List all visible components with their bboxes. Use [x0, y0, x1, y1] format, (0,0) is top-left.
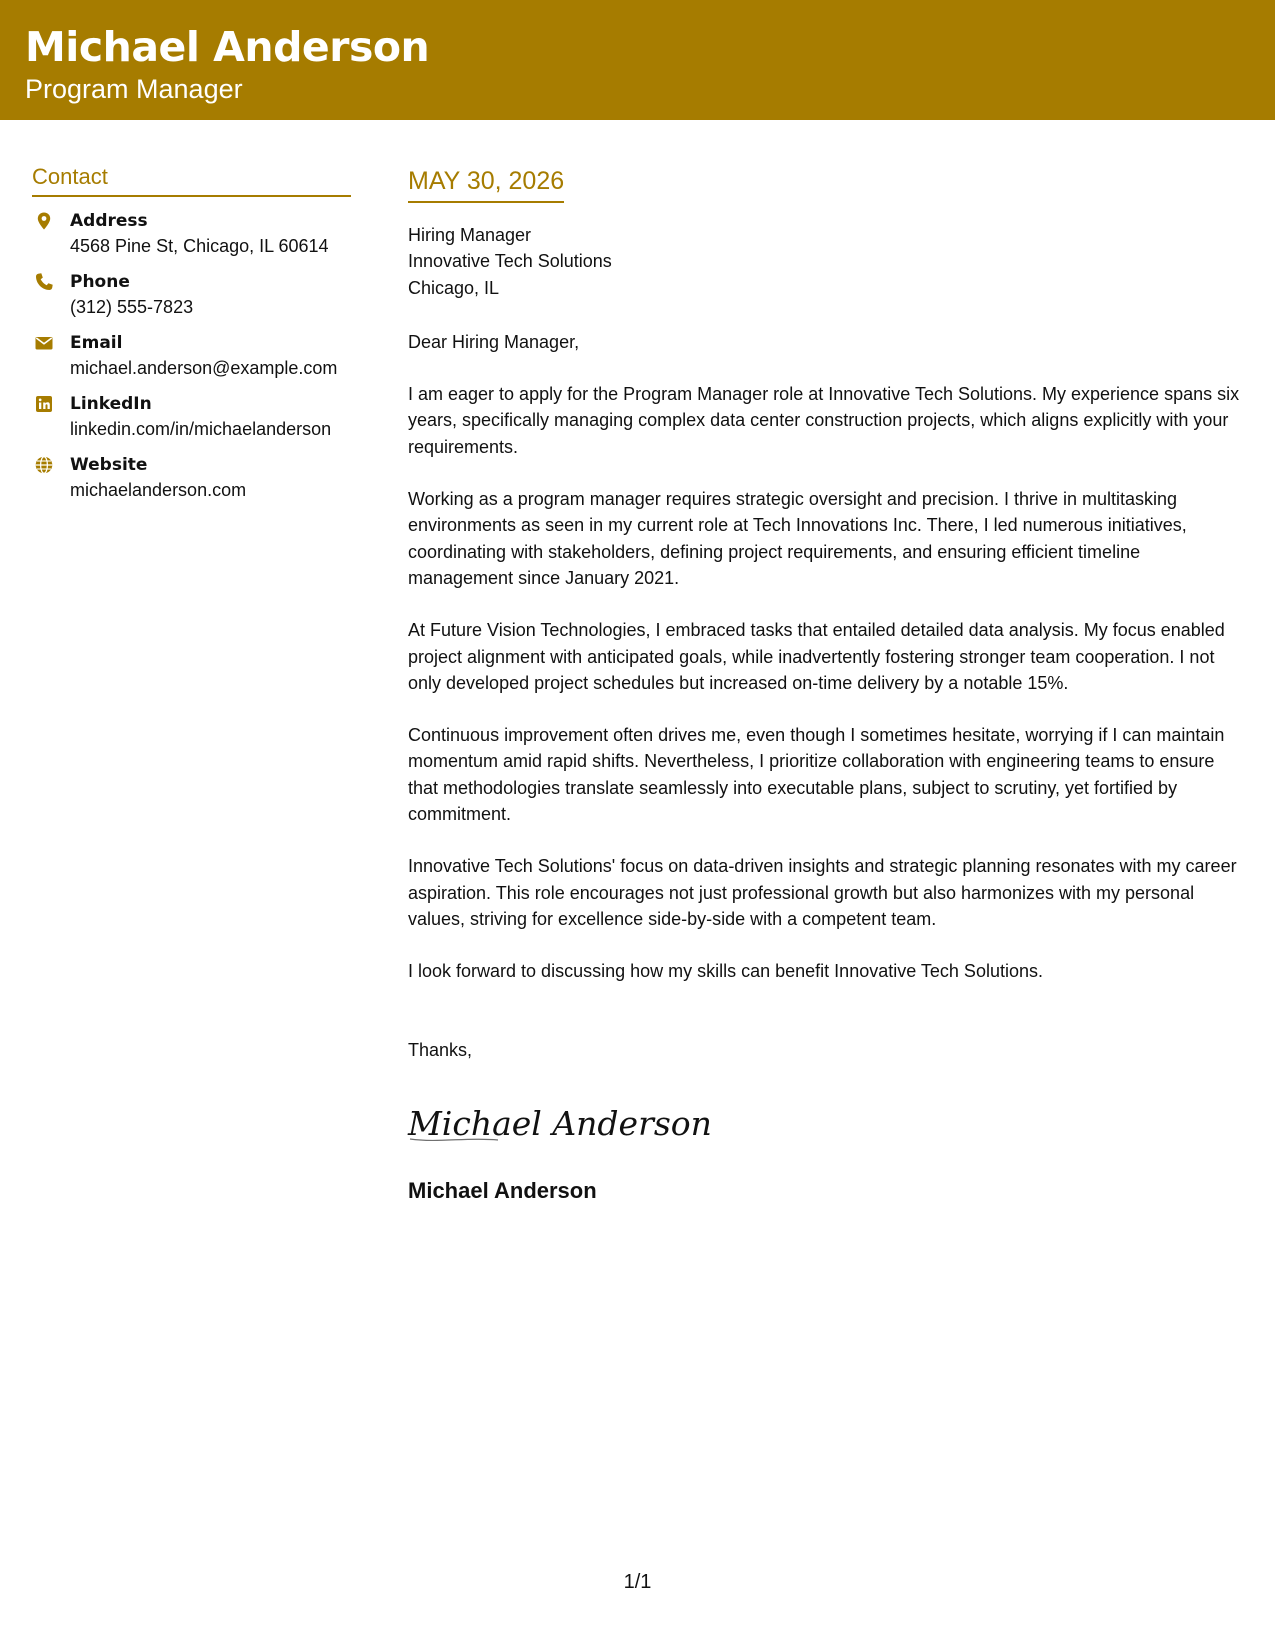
letter-paragraph: I look forward to discussing how my skills can benefit Innovative Tech Solutions.: [408, 961, 1043, 982]
linkedin-value: linkedin.com/in/michaelanderson: [70, 419, 332, 439]
contact-list: [32, 209, 352, 503]
contact-item-phone: [32, 270, 352, 320]
contact-item-linkedin: [32, 392, 352, 442]
map-pin-icon: [34, 211, 54, 231]
letter-paragraph: Innovative Tech Solutions' focus on data-driven insights and strategic planning resonates with my career aspiration. This role encourages not just professional growth but also harmonizes with my personal values, striving for excellence side-by-side with a competent team.: [408, 856, 1237, 929]
phone-icon: [34, 272, 54, 292]
page-number: 1/1: [623, 1571, 652, 1593]
website-label: Website: [70, 455, 148, 475]
signer-name: Michael Anderson: [408, 1177, 597, 1203]
letter-paragraph: I am eager to apply for the Program Manager role at Innovative Tech Solutions. My experience spans six years, specifically managing complex data center construction projects, which aligns explicitly with your requirements.: [408, 384, 1240, 457]
contact-item-email: [32, 331, 352, 381]
letter-body: [408, 162, 1248, 1206]
applicant-name: Michael Anderson: [25, 23, 430, 71]
contact-item-address: [32, 209, 352, 259]
applicant-title: Program Manager: [25, 74, 243, 104]
address-label: Address: [70, 211, 148, 231]
letter-paragraph: At Future Vision Technologies, I embraced tasks that entailed detailed data analysis. My focus enabled project alignment with anticipated goals, while inadvertently fostering stronger team cooperation. I not only developed project schedules but increased on-time delivery by a notable 15%.: [408, 620, 1225, 693]
email-label: Email: [70, 333, 123, 353]
closing: Thanks,: [408, 1039, 473, 1060]
linkedin-icon: [34, 394, 54, 414]
recipient-line: Innovative Tech Solutions: [408, 251, 612, 272]
recipient-block: [408, 222, 1248, 301]
website-value: michaelanderson.com: [70, 480, 247, 500]
address-value: 4568 Pine St, Chicago, IL 60614: [70, 236, 329, 256]
letter-paragraph: Continuous improvement often drives me, even though I sometimes hesitate, worrying if I can maintain momentum amid rapid shifts. Nevertheless, I prioritize collaboration with engineering teams to ensure that methodologies translate seamlessly into executable plans, subject to scrutiny, yet fortified by commitment.: [408, 725, 1225, 825]
letter-date: MAY 30, 2026: [408, 162, 564, 203]
linkedin-label: LinkedIn: [70, 394, 152, 414]
salutation: Dear Hiring Manager,: [408, 331, 580, 352]
letter-paragraph: Working as a program manager requires strategic oversight and precision. I thrive in multitasking environments as seen in my current role at Tech Innovations Inc. There, I led numerous initiatives, coordinating with stakeholders, defining project requirements, and ensuring efficient timeline management since January 2021.: [408, 489, 1187, 588]
header-banner: [0, 0, 1275, 120]
handwritten-signature: [408, 1097, 712, 1153]
recipient-line: Chicago, IL: [408, 277, 500, 298]
contact-sidebar: [32, 160, 352, 514]
phone-label: Phone: [70, 272, 130, 292]
recipient-line: Hiring Manager: [408, 225, 532, 245]
phone-value: (312) 555-7823: [70, 297, 194, 317]
globe-icon: [34, 455, 54, 475]
envelope-icon: [34, 333, 54, 353]
email-value: michael.anderson@example.com: [70, 358, 338, 378]
contact-heading: Contact: [32, 160, 351, 197]
signature-script: Michael Anderson: [408, 1103, 712, 1143]
contact-item-website: [32, 453, 352, 503]
